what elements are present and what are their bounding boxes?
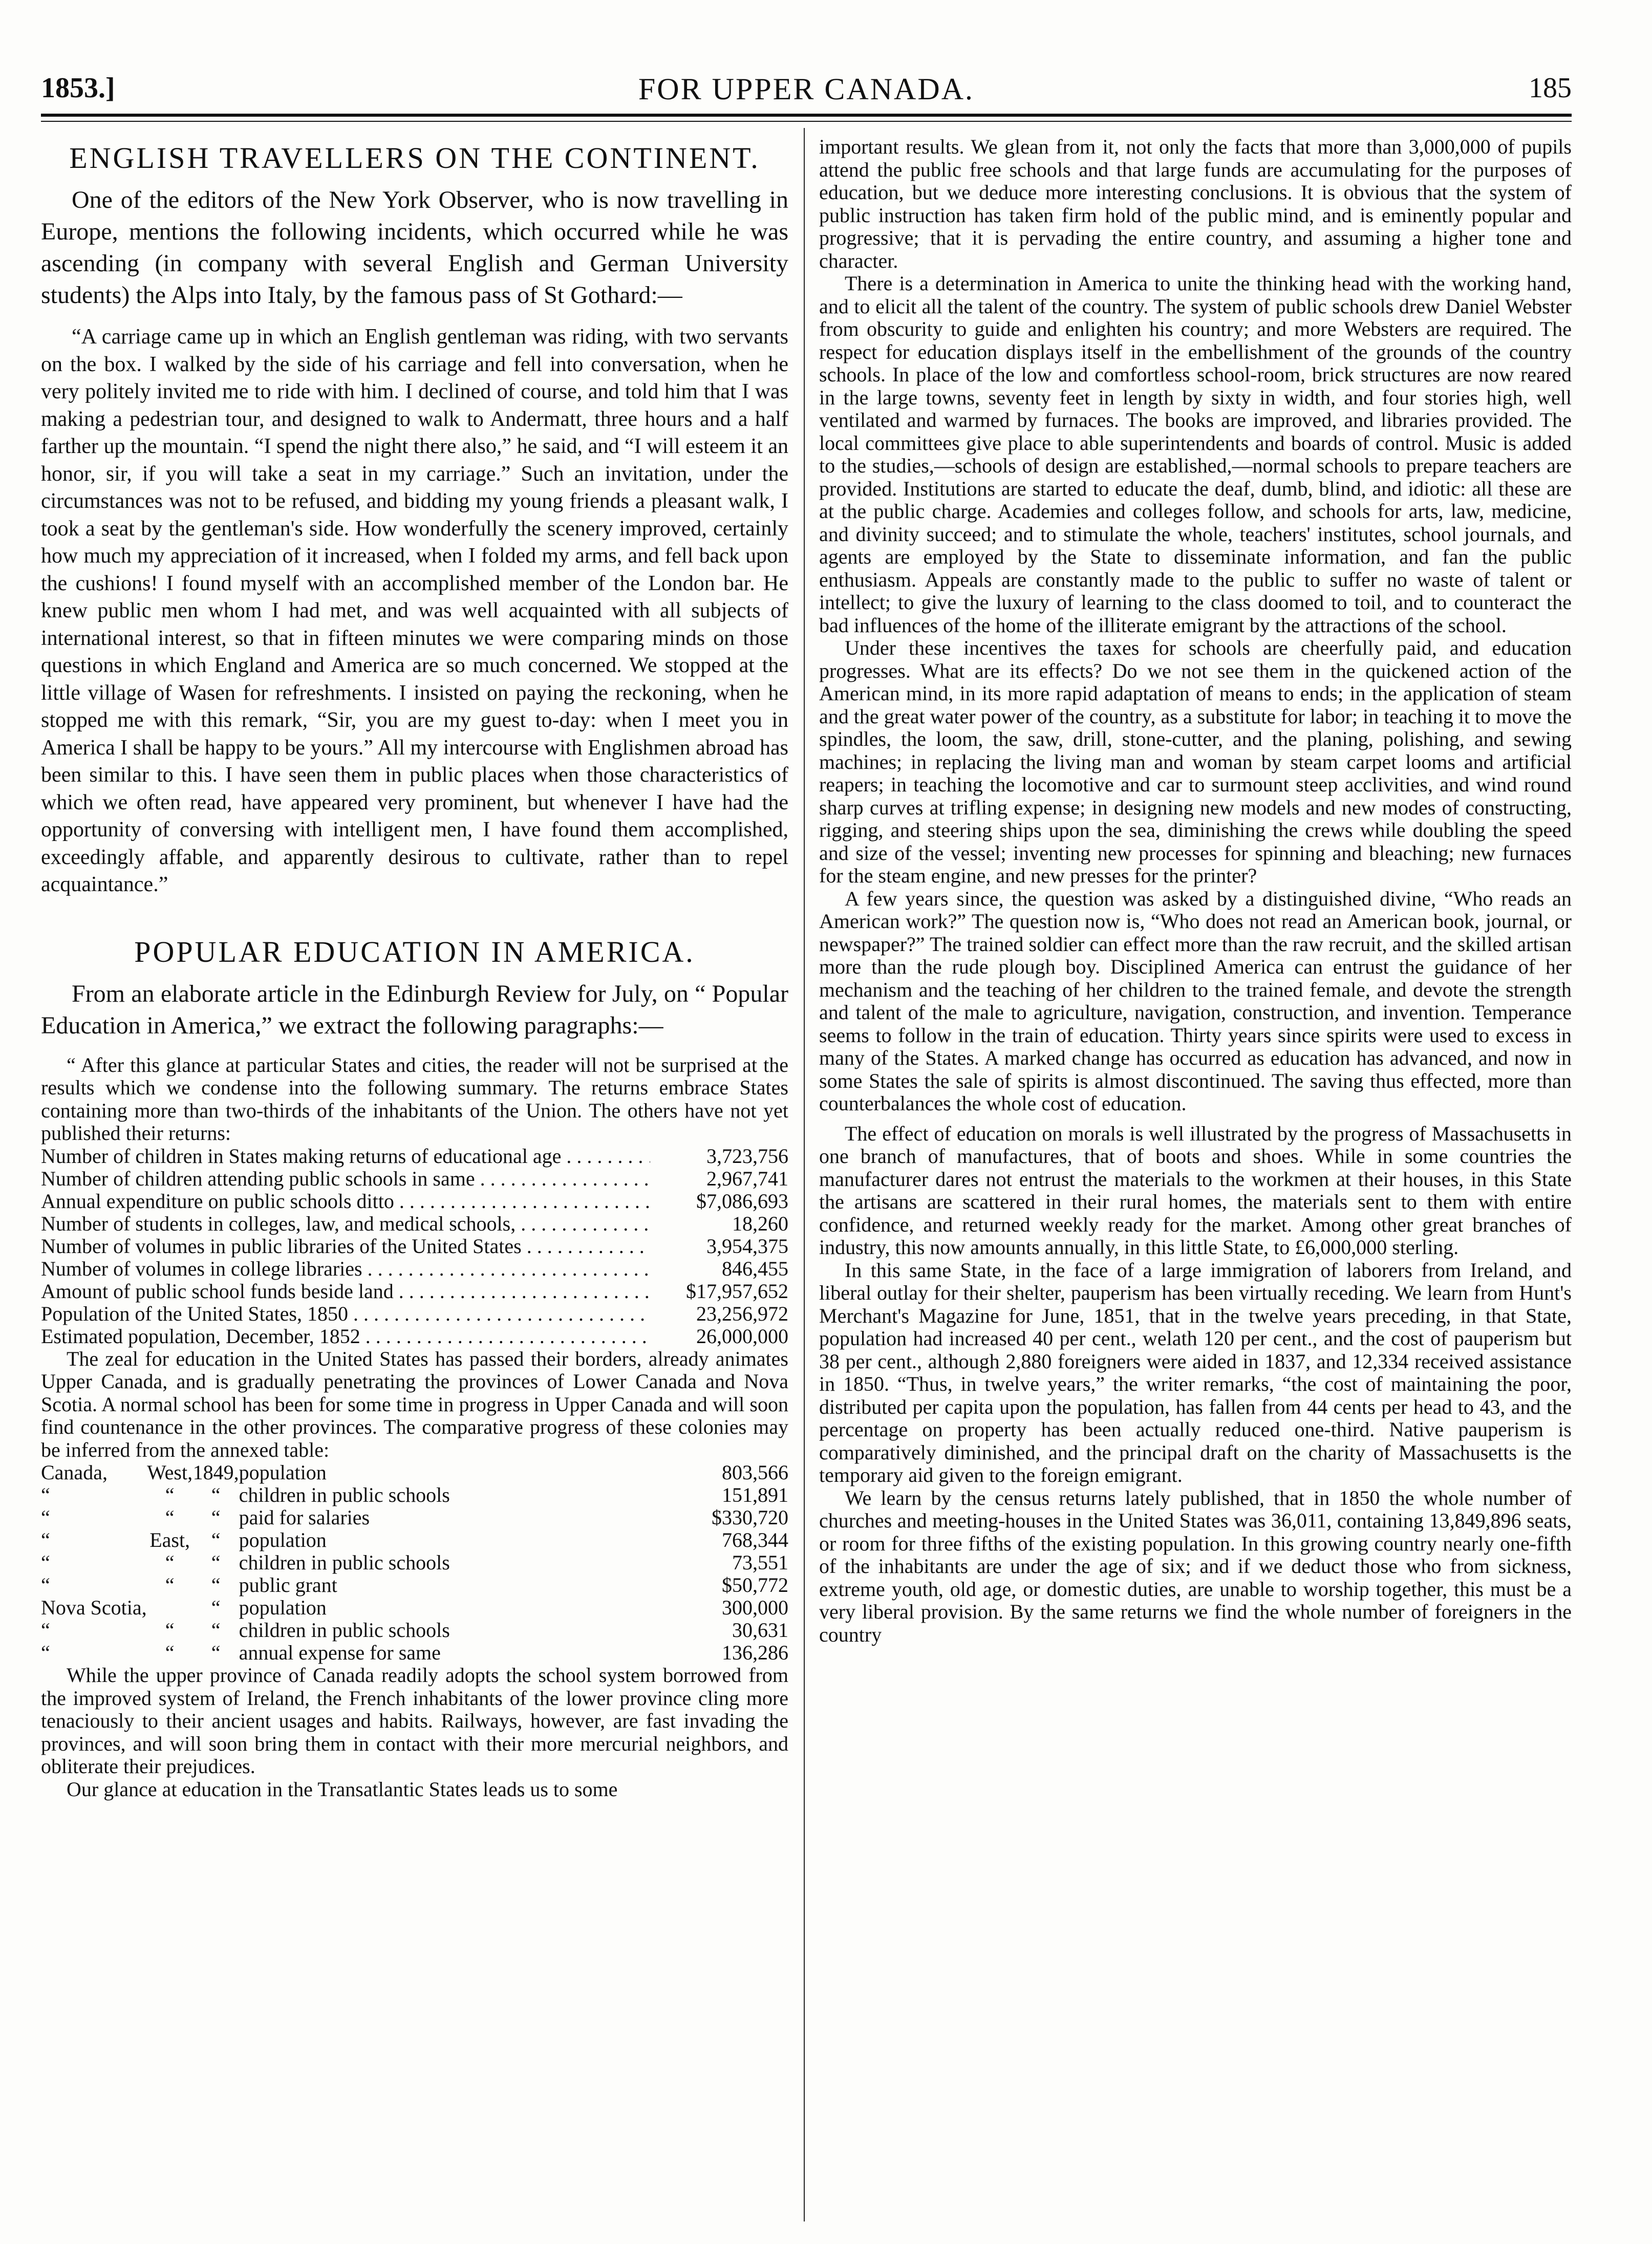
header-rule-thick bbox=[41, 114, 1572, 117]
stats-label: Number of children in States making returns of educational age bbox=[41, 1145, 562, 1168]
province-c1: Canada, bbox=[41, 1461, 108, 1484]
article2-paragraph-8: The effect of education on morals is well illustrated by the progress of Massachusetts in one branch of manufactures, that of boots and shoes. While in some countries the manufacturer dares not entrust the materials to the workmen at their houses, in this State the artisans are scattered in their rural homes, the materials sent to them with entire confidence, and returned weekly ready for the market. Among other great branches of industry, this now amounts annually, in this little State, to £6,000,000 sterling. bbox=[819, 1121, 1572, 1259]
province-value: 73,551 bbox=[732, 1551, 788, 1574]
article2-paragraph-6: Under these incentives the taxes for schools are cheerfully paid, and education progresses. What are its effects? Do we not see them in the quickened action of the American mind, in its more rapid adaptation of means to ends; in the application of steam and the great water power of the country, as a substitute for labor; in teaching it to move the spindles, the loom, the saw, drill, stone-cutter, and the planing, polishing, and sewing machines; in replacing the living man and woman by steam carpet looms and artificial reapers; in teaching the locomotive and car to surmount steep acclivities, and wind round sharp curves at trifling expense; in designing new models and new modes of constructing, rigging, and steering ships upon the sea, diminishing the crews while doubling the speed and size of the vessel; inventing new processes for spinning and bleaching; new furnaces for the steam engine, and new presses for the printer? bbox=[819, 636, 1572, 887]
province-label: population bbox=[239, 1596, 327, 1619]
article-title-english-travellers: ENGLISH TRAVELLERS ON THE CONTINENT. bbox=[69, 141, 760, 175]
stats-row bbox=[41, 1213, 788, 1235]
stats-value: $17,957,652 bbox=[686, 1279, 788, 1303]
stats-row bbox=[41, 1303, 788, 1325]
stats-label: Number of volumes in public libraries of the United States bbox=[41, 1235, 522, 1258]
stats-label: Amount of public school funds beside land bbox=[41, 1280, 394, 1303]
stats-row bbox=[41, 1235, 788, 1258]
province-c3: 1849, bbox=[192, 1461, 239, 1484]
province-label: children in public schools bbox=[239, 1619, 450, 1642]
province-row bbox=[41, 1642, 788, 1664]
province-c3: “ bbox=[211, 1483, 221, 1506]
stats-row bbox=[41, 1325, 788, 1348]
stats-value: 18,260 bbox=[732, 1212, 788, 1235]
province-row bbox=[41, 1484, 788, 1506]
province-c3: “ bbox=[211, 1596, 221, 1619]
province-c1: “ bbox=[41, 1551, 50, 1574]
stats-label: Estimated population, December, 1852 bbox=[41, 1325, 360, 1348]
article2-paragraph-1: “ After this glance at particular States and cities, the reader will not be surprised at the results which we condense into the following summary. The returns embrace States containing more than two-thirds of the inhabitants of the Union. The others have not yet published their returns: bbox=[41, 1053, 788, 1145]
article2-intro: From an elaborate article in the Edinburgh Review for July, on “ Popular Education in America,” we extract the following paragraphs:— bbox=[41, 980, 788, 1039]
province-value: $330,720 bbox=[712, 1506, 788, 1529]
running-header bbox=[41, 72, 1572, 107]
province-label: paid for salaries bbox=[239, 1506, 370, 1529]
article2-paragraph-4-continued: important results. We glean from it, not only the facts that more than 3,000,000 of pupils attend the public free schools and that large funds are accumulating for the purposes of education, but we deduce more interesting conclusions. It is obvious that the system of public instruction has taken firm hold of the public mind, and is eminently popular and progressive; that it is pervading the entire country, and assuming a higher tone and character. bbox=[819, 136, 1572, 272]
province-value: $50,772 bbox=[722, 1573, 788, 1596]
province-c3: “ bbox=[211, 1619, 221, 1642]
province-value: 300,000 bbox=[722, 1596, 788, 1619]
stats-label: Population of the United States, 1850 bbox=[41, 1302, 348, 1325]
left-column bbox=[41, 136, 788, 2224]
province-label: children in public schools bbox=[239, 1551, 450, 1574]
province-row bbox=[41, 1506, 788, 1529]
province-label: annual expense for same bbox=[239, 1642, 441, 1664]
province-c1: “ bbox=[41, 1483, 50, 1506]
stats-value: 846,455 bbox=[722, 1257, 788, 1280]
province-c2: “ bbox=[165, 1483, 175, 1506]
stats-value: 3,723,756 bbox=[706, 1144, 788, 1168]
article2-paragraph-3: While the upper province of Canada readily adopts the school system borrowed from the improved system of Ireland, the French inhabitants of the lower province cling more tenaciously to their ancient usages and habits. Railways, however, are fast invading the provinces, and will soon bring them in contact with their more mercurial neighbors, and obliterate their prejudices. bbox=[41, 1664, 788, 1778]
stats-row bbox=[41, 1145, 788, 1168]
province-value: 768,344 bbox=[722, 1528, 788, 1551]
province-c2: “ bbox=[165, 1506, 175, 1529]
province-value: 151,891 bbox=[722, 1483, 788, 1506]
article1-intro: One of the editors of the New York Observer, who is now travelling in Europe, mentions the following incidents, which occurred while he was ascending (in company with several English and German University students) the Alps into Italy, by the famous pass of St Gothard:— bbox=[41, 186, 788, 309]
province-c2: “ bbox=[165, 1551, 175, 1574]
article2-paragraph-5: There is a determination in America to unite the thinking head with the working hand, and to elicit all the talent of the country. The system of public schools drew Daniel Webster from obscurity to guide and enlighten his country; and more Websters are required. The respect for education displays itself in the embellishment of the grounds of the country schools. In place of the low and comfortless school-room, brick structures are now reared in the large towns, seventy feet in length by sixty in width, and four stories high, well ventilated and warmed by furnaces. The books are improved, and libraries provided. The local committees give place to able superintendents and boards of control. Music is added to the studies,—schools of design are established,—normal schools to prepare teachers are provided. Institutions are started to educate the deaf, dumb, blind, and idiotic: all these are at the public charge. Academies and colleges follow, and schools for arts, law, medicine, and divinity succeed; and to stimulate the whole, teachers' institutes, school journals, and agents are employed by the State to disseminate information, and fan the public enthusiasm. Appeals are constantly made to the public to suffer no waste of talent or intellect; to give the luxury of learning to the class doomed to toil, and to counteract the bad influences of the home of the illiterate emigrant by the attractions of the school. bbox=[819, 272, 1572, 637]
province-c2: “ bbox=[165, 1641, 175, 1664]
article2-paragraph-4-start: Our glance at education in the Transatlantic States leads us to some bbox=[67, 1777, 618, 1801]
article2-paragraph-2: The zeal for education in the United States has passed their borders, already animates Upper Canada, and is gradually penetrating the provinces of Lower Canada and Nova Scotia. A normal school has been for some time in progress in Upper Canada and will soon find countenance in the other provinces. The comparative progress of these colonies may be inferred from the annexed table: bbox=[41, 1347, 788, 1461]
province-value: 136,286 bbox=[722, 1641, 788, 1664]
province-row bbox=[41, 1596, 788, 1619]
province-c1: “ bbox=[41, 1528, 50, 1551]
province-c2: “ bbox=[165, 1619, 175, 1642]
province-c1: “ bbox=[41, 1641, 50, 1664]
stats-label: Number of volumes in college libraries bbox=[41, 1257, 362, 1280]
province-label: children in public schools bbox=[239, 1484, 450, 1506]
article1-quote: “A carriage came up in which an English gentleman was riding, with two servants on the box. I walked by the side of his carriage and fell into conversation, when he very politely invited me to ride with him. I declined of course, and told him that I was making a pedestrian tour, and designed to walk to Andermatt, three hours and a half farther up the mountain. “I spend the night there also,” he said, and “I will esteem it an honor, sir, if you will take a seat in my carriage.” Such an invitation, under the circumstances was not to be refused, and bidding my young friends a pleasant walk, I took a seat by the gentleman's side. How wonderfully the scenery improved, certainly how much my appreciation of it increased, when I folded my arms, and fell back upon the cushions! I found myself with an accomplished member of the London bar. He knew public men whom I had met, and was well acquainted with all subjects of international interest, so that in fifteen minutes we were comparing minds on those questions in which England and America are so much concerned. We stopped at the little village of Wasen for refreshments. I insisted on paying the reckoning, when he stopped me with this remark, “Sir, you are my guest to-day: when I meet you in America I shall be happy to be yours.” All my intercourse with Englishmen abroad has been similar to this. I have seen them in public places when those characteristics of which we often read, have appeared very prominent, but whenever I have had the opportunity of conversing with intelligent men, I have found them accomplished, exceedingly affable, and apparently desirous to cultivate, rather than to repel acquaintance.” bbox=[41, 325, 788, 896]
province-c3: “ bbox=[211, 1573, 221, 1596]
province-row bbox=[41, 1574, 788, 1596]
article2-paragraph-10: We learn by the census returns lately published, that in 1850 the whole number of churches and meeting-houses in the United States was 36,011, containing 13,849,896 seats, or room for three fifths of the existing population. In this growing country nearly one-fifth of the inhabitants are under the age of six; and if we deduct those who from sickness, extreme youth, old age, or domestic duties, are unable to worship together, this must be a very liberal provision. By the same returns we find the whole number of foreigners in the country bbox=[819, 1486, 1572, 1646]
stats-value: 23,256,972 bbox=[696, 1302, 788, 1325]
stats-value: 2,967,741 bbox=[706, 1167, 788, 1190]
province-row bbox=[41, 1529, 788, 1551]
province-label: population bbox=[239, 1461, 327, 1484]
province-c3: “ bbox=[211, 1506, 221, 1529]
province-c1: Nova Scotia, bbox=[41, 1596, 147, 1619]
stats-row bbox=[41, 1258, 788, 1280]
right-column bbox=[819, 136, 1572, 2224]
stats-value: 26,000,000 bbox=[696, 1324, 788, 1348]
article-title-popular-education: POPULAR EDUCATION IN AMERICA. bbox=[134, 935, 695, 968]
header-year: 1853.] bbox=[41, 72, 115, 104]
province-c2 bbox=[147, 1596, 193, 1619]
province-c2: West, bbox=[147, 1461, 193, 1484]
section-gap bbox=[41, 899, 788, 930]
stats-row bbox=[41, 1280, 788, 1303]
article2-paragraph-9: In this same State, in the face of a large immigration of laborers from Ireland, and liberal outlay for their shelter, pauperism has been virtually receding. We learn from Hunt's Merchant's Magazine for June, 1851, that in the twelve years preceding, in that State, population had increased 40 per cent., welath 120 per cent., and the cost of pauperism but 38 per cent., although 2,880 foreigners were aided in 1837, and 12,334 received assistance in 1850. “Thus, in twelve years,” the writer remarks, “the cost of maintaining the poor, distributed per capita upon the population, has fallen from 44 cents per head to 43, and the percentage on property has been actually reduced one-third. Native pauperism is comparatively diminished, and the principal draft on the charity of Massachusetts is the temporary aid given to the foreign emigrant. bbox=[819, 1258, 1572, 1486]
province-row bbox=[41, 1619, 788, 1642]
province-value: 803,566 bbox=[722, 1461, 788, 1484]
province-c3: “ bbox=[211, 1551, 221, 1574]
province-label: population bbox=[239, 1529, 327, 1551]
stats-row bbox=[41, 1168, 788, 1190]
article2-paragraph-7: A few years since, the question was asked by a distinguished divine, “Who reads an American work?” The question now is, “Who does not read an American book, journal, or newspaper?” The trained soldier can effect more than the raw recruit, and the skilled artisan more than the rude plough boy. Disciplined America can entrust the guidance of her mechanism and the teaching of her children to the trained female, and devote the strength and talent of the male to agriculture, navigation, construction, and invention. Temperance seems to follow in the train of education. Thirty years since spirits were used to excess in many of the States. A marked change has occurred as education has advanced, and now in some States the sale of spirits is almost discontinued. The saving thus effected, more than counterbalances the whole cost of education. bbox=[819, 887, 1572, 1115]
provincial-education-table bbox=[41, 1461, 788, 1664]
province-c1: “ bbox=[41, 1506, 50, 1529]
province-label: public grant bbox=[239, 1574, 337, 1596]
province-c2: “ bbox=[165, 1573, 175, 1596]
stats-label: Annual expenditure on public schools ditto bbox=[41, 1190, 394, 1213]
stats-value: 3,954,375 bbox=[706, 1234, 788, 1258]
province-c3: “ bbox=[211, 1528, 221, 1551]
us-education-statistics-table bbox=[41, 1145, 788, 1348]
stats-label: Number of children attending public schools in same bbox=[41, 1167, 475, 1190]
province-c1: “ bbox=[41, 1619, 50, 1642]
header-title: FOR UPPER CANADA. bbox=[638, 72, 975, 106]
province-row bbox=[41, 1551, 788, 1574]
header-rule-thin bbox=[41, 121, 1572, 122]
page-number: 185 bbox=[1529, 72, 1572, 104]
province-row bbox=[41, 1461, 788, 1484]
province-c1: “ bbox=[41, 1573, 50, 1596]
stats-value: $7,086,693 bbox=[696, 1189, 788, 1213]
stats-label: Number of students in colleges, law, and medical schools, bbox=[41, 1212, 516, 1235]
province-c2: East, bbox=[149, 1528, 190, 1551]
stats-row bbox=[41, 1190, 788, 1213]
province-c3: “ bbox=[211, 1641, 221, 1664]
province-value: 30,631 bbox=[732, 1619, 788, 1642]
column-divider bbox=[804, 128, 805, 2221]
